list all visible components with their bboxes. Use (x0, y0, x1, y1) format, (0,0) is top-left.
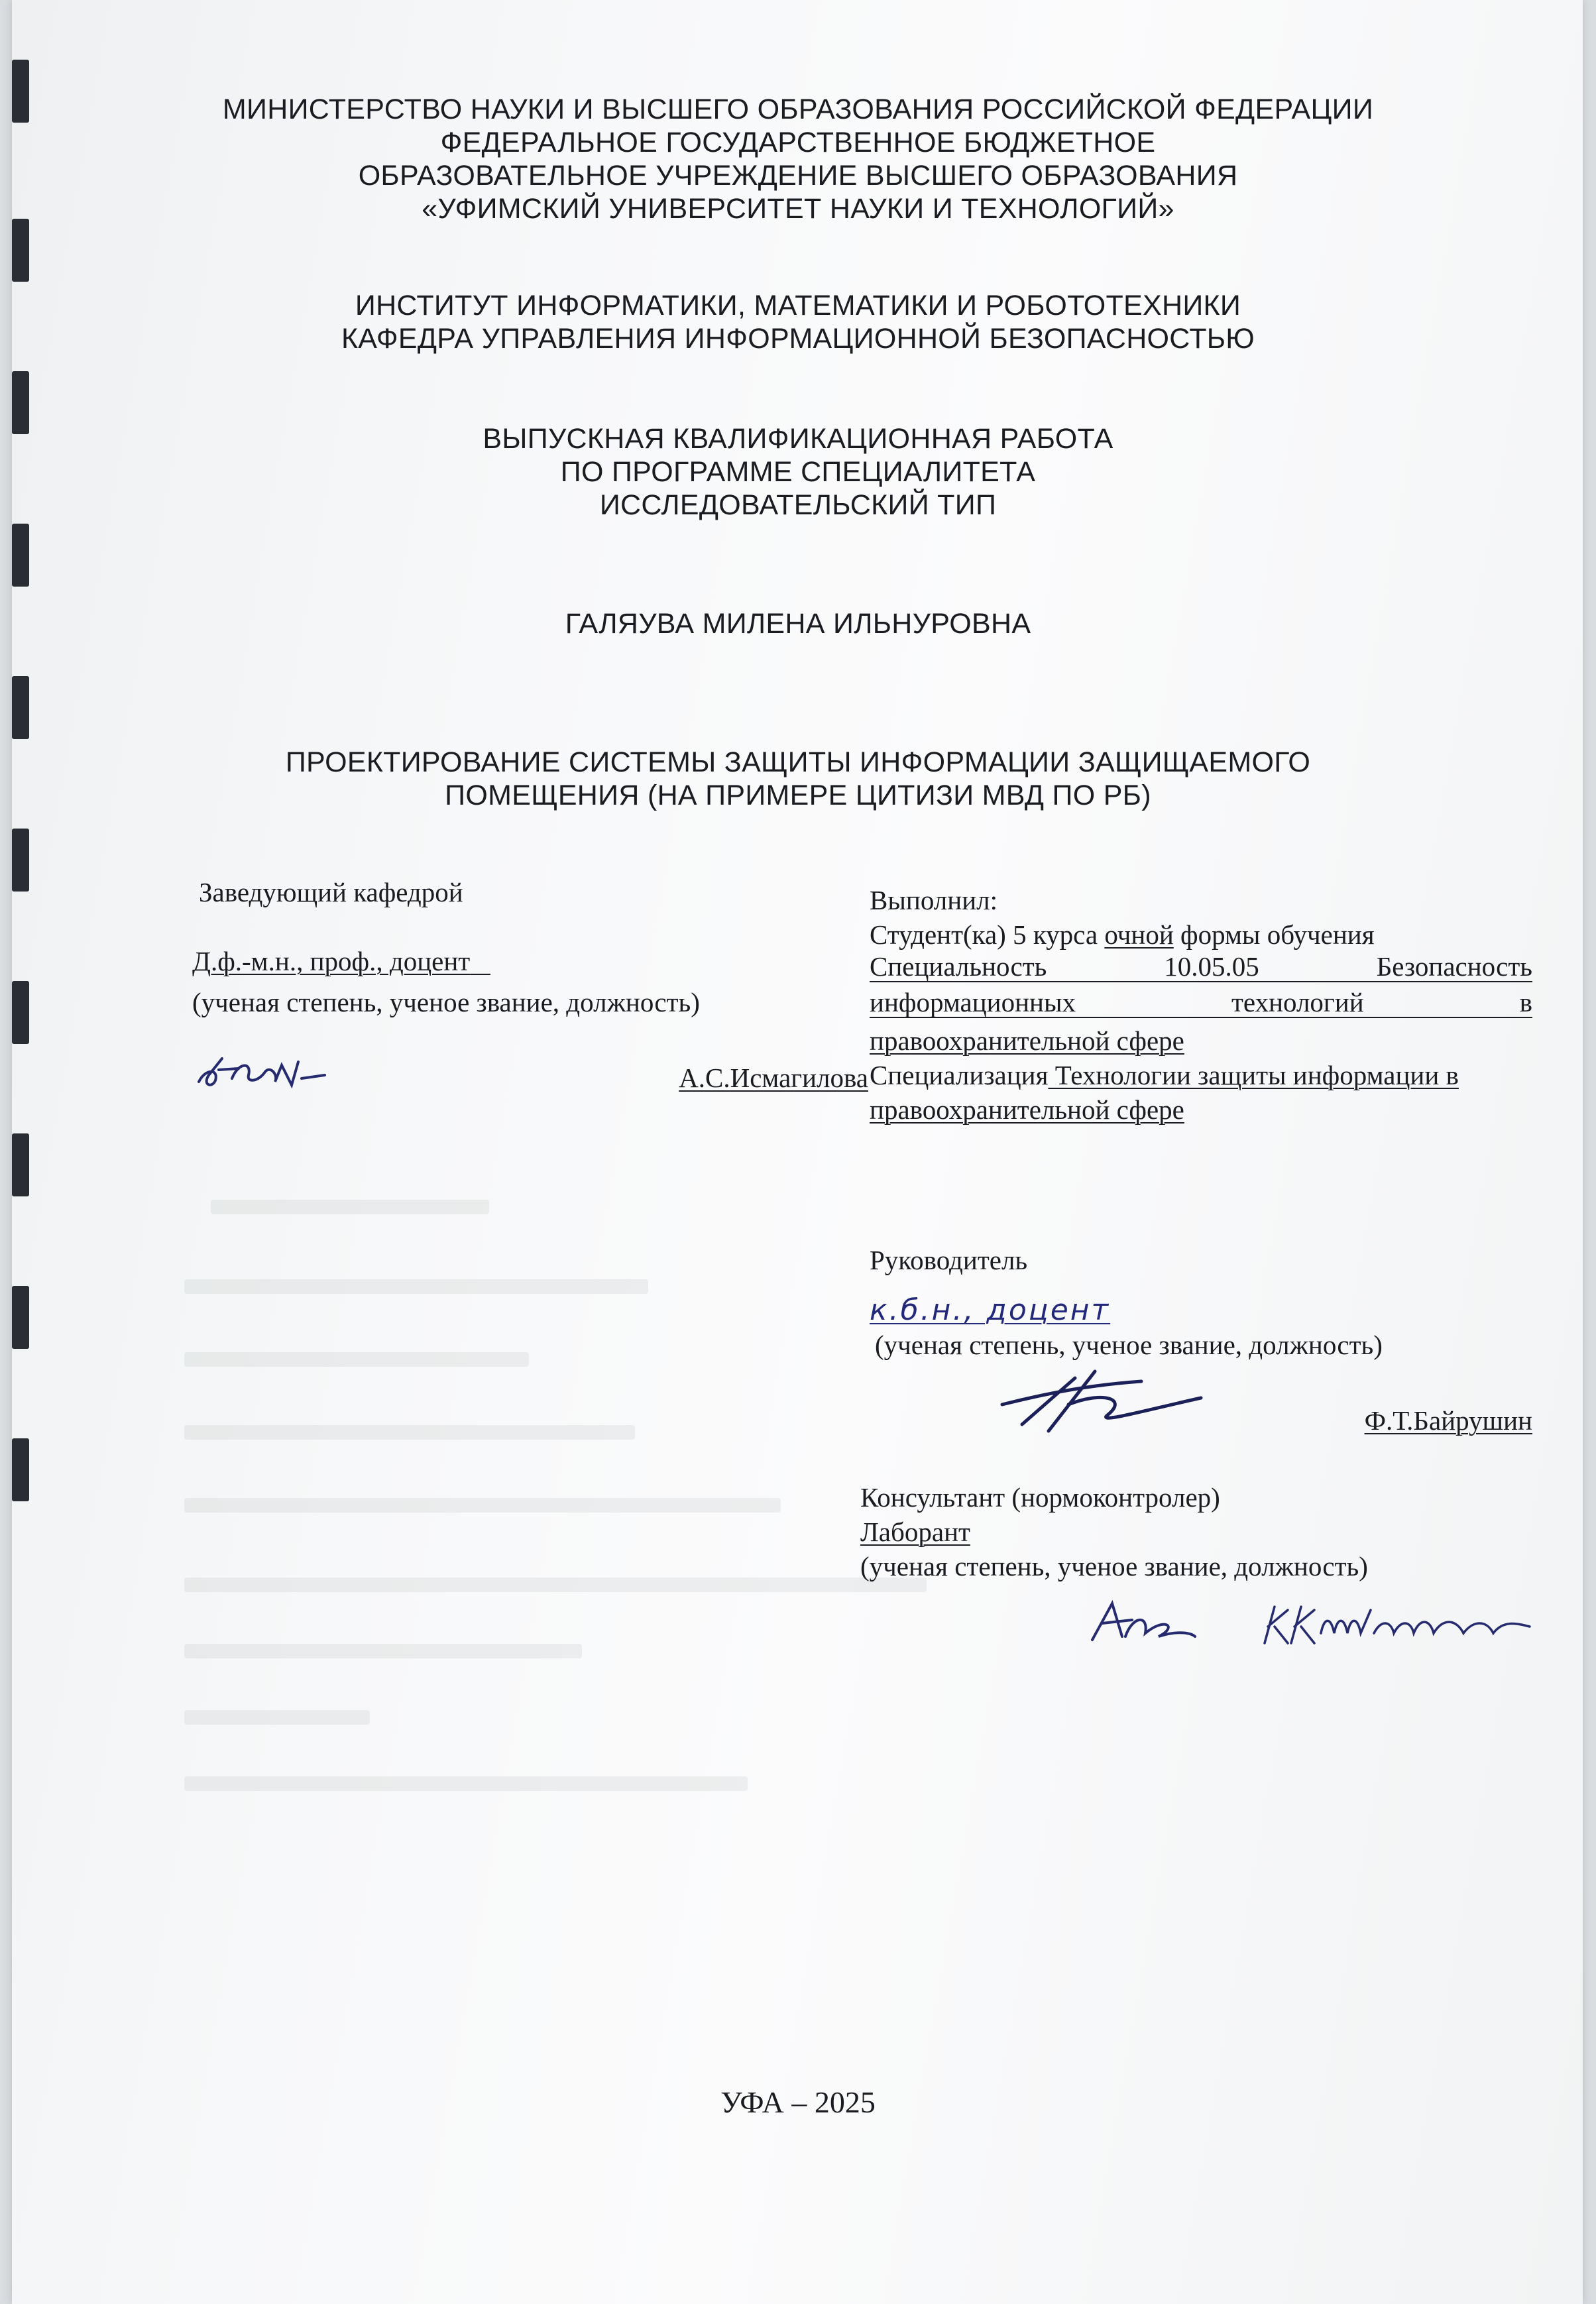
specialization-name-end: правоохранительной сфере (870, 1094, 1184, 1125)
specialty-word: технологий (1231, 987, 1364, 1017)
author-name: ГАЛЯУВА МИЛЕНА ИЛЬНУРОВНА (565, 608, 1031, 640)
program-line: ПО ПРОГРАММЕ СПЕЦИАЛИТЕТА (560, 456, 1036, 488)
research-type-line: ИССЛЕДОВАТЕЛЬСКИЙ ТИП (599, 489, 997, 521)
city-year: УФА – 2025 (720, 2085, 876, 2119)
specialization-label: Специализация (870, 1060, 1049, 1090)
work-type-block (0, 422, 1596, 522)
specialization-line (870, 1058, 1532, 1092)
institute-block (0, 289, 1596, 355)
head-of-department-block (192, 875, 868, 1095)
normcontrol-signature-icon (1258, 1597, 1536, 1650)
student-prefix: Студент(ка) 5 курса (870, 919, 1105, 950)
spiral-binding (12, 40, 32, 1631)
head-name: А.С.Исмагилова (679, 1063, 868, 1093)
consultant-position: Лаборант (860, 1517, 970, 1547)
specialty-label: Специальность (870, 951, 1047, 982)
head-degree-value: Д.ф.-м.н., проф., доцент (192, 946, 471, 976)
work-type-line: ВЫПУСКНАЯ КВАЛИФИКАЦИОННАЯ РАБОТА (483, 423, 1113, 455)
performer-block (870, 883, 1532, 1127)
header-line: «УФИМСКИЙ УНИВЕРСИТЕТ НАУКИ И ТЕХНОЛОГИЙ» (422, 193, 1174, 225)
specialty-line (870, 952, 1532, 982)
head-signature-icon (192, 1049, 345, 1095)
institute-line: ИНСТИТУТ ИНФОРМАТИКИ, МАТЕМАТИКИ И РОБОТОТЕХНИКИ (355, 290, 1241, 321)
topic-line: ПРОЕКТИРОВАНИЕ СИСТЕМЫ ЗАЩИТЫ ИНФОРМАЦИИ ЗАЩИЩАЕМОГО (285, 746, 1311, 778)
header-line: ОБРАЗОВАТЕЛЬНОЕ УЧРЕЖДЕНИЕ ВЫСШЕГО ОБРАЗОВАНИЯ (358, 160, 1238, 192)
consultant-signature-icon (1086, 1597, 1198, 1650)
specialization-line-2 (870, 1092, 1532, 1127)
specialty-name-end: правоохранительной сфере (870, 1025, 1184, 1056)
performer-label: Выполнил: (870, 885, 997, 915)
consultant-block (860, 1480, 1536, 1650)
specialty-code: 10.05.05 (1164, 951, 1259, 982)
consultant-degree-caption: (ученая степень, ученое звание, должность) (860, 1551, 1368, 1582)
supervisor-degree-caption: (ученая степень, ученое звание, должность) (875, 1330, 1383, 1360)
thesis-topic (0, 746, 1596, 812)
topic-line: ПОМЕЩЕНИЯ (НА ПРИМЕРЕ ЦИТИЗИ МВД ПО РБ) (445, 779, 1151, 811)
header-line: ФЕДЕРАЛЬНОЕ ГОСУДАРСТВЕННОЕ БЮДЖЕТНОЕ (440, 127, 1156, 158)
consultant-label: Консультант (нормоконтролер) (860, 1482, 1220, 1513)
specialty-word: в (1519, 987, 1532, 1017)
student-suffix: формы обучения (1173, 919, 1375, 950)
supervisor-name: Ф.Т.Байрушин (1364, 1405, 1532, 1436)
specialty-line-3 (870, 1023, 1532, 1058)
head-degree (192, 944, 868, 978)
student-line (870, 917, 1532, 952)
supervisor-degree: к.б.н., доцент (870, 1293, 1111, 1327)
specialty-line-2 (870, 988, 1532, 1018)
supervisor-block (870, 1243, 1532, 1438)
supervisor-signature-icon (996, 1365, 1214, 1438)
head-degree-caption: (ученая степень, ученое звание, должность) (192, 987, 700, 1017)
header-line: МИНИСТЕРСТВО НАУКИ И ВЫСШЕГО ОБРАЗОВАНИЯ РОССИЙСКОЙ ФЕДЕРАЦИИ (222, 93, 1374, 125)
ministry-header (0, 93, 1596, 225)
supervisor-label: Руководитель (870, 1245, 1028, 1275)
specialty-name: Безопасность (1376, 951, 1532, 982)
head-label: Заведующий кафедрой (199, 877, 463, 907)
department-line: КАФЕДРА УПРАВЛЕНИЯ ИНФОРМАЦИОННОЙ БЕЗОПАСНОСТЬЮ (341, 323, 1255, 355)
study-form: очной (1104, 919, 1174, 950)
specialty-word: информационных (870, 987, 1076, 1017)
specialization-name: Технологии защиты информации в (1048, 1060, 1459, 1090)
